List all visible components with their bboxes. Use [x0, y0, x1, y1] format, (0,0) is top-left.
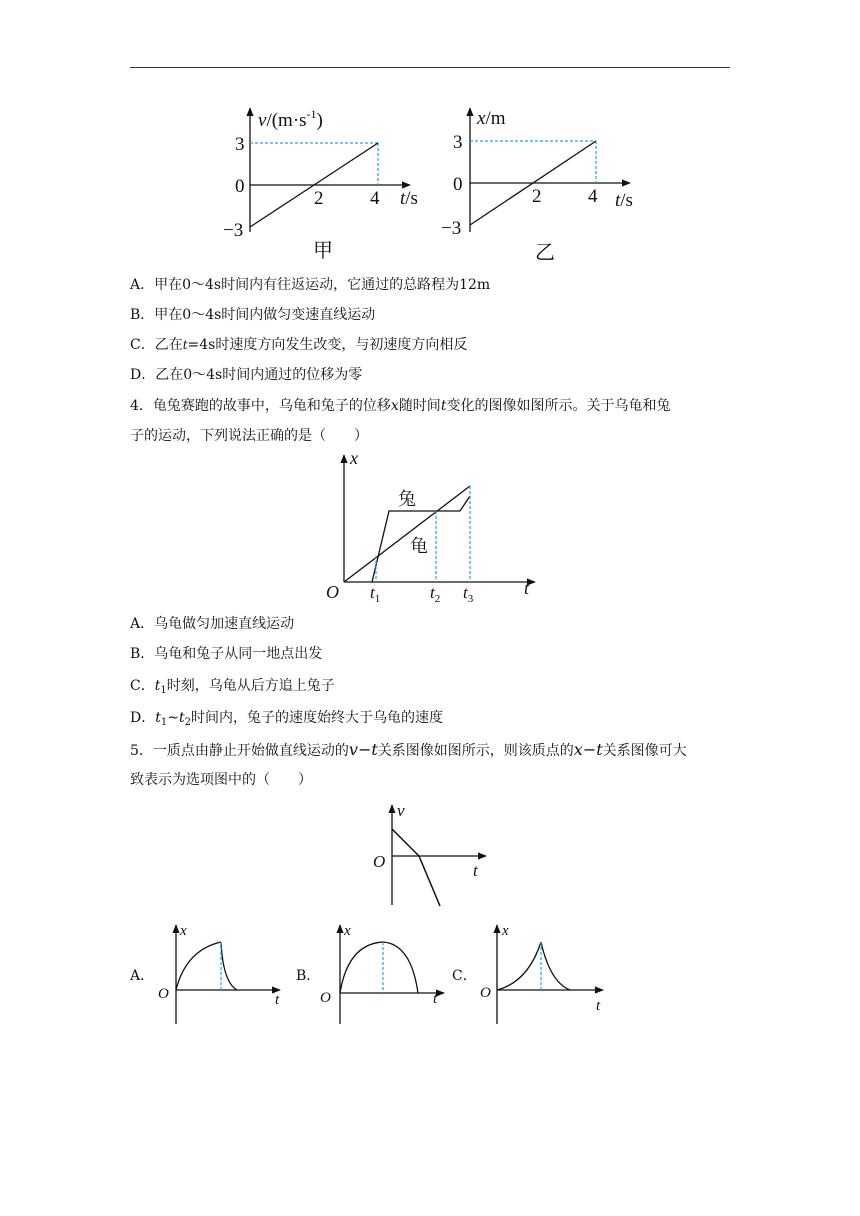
jia-caption: 甲: [313, 240, 333, 262]
q5-vt-origin: O: [373, 852, 386, 871]
q4-figure: [320, 450, 550, 605]
q4-rabbit-label: 兔: [398, 489, 416, 509]
jia-xtick-4: 4: [370, 188, 380, 209]
q4-turtle-label: 龟: [410, 536, 428, 556]
yi-xtick-4: 4: [588, 186, 598, 207]
q5-option-a-graph: [155, 920, 295, 1025]
q5-stem-line1: 5．一质点由静止开始做直线运动的v−t关系图像如图所示，则该质点的x−t关系图像可大: [130, 740, 687, 759]
jia-xtick-2: 2: [314, 188, 324, 209]
q3-figure-yi: [435, 100, 655, 265]
q4-stem-line2: 子的运动，下列说法正确的是（ ）: [130, 428, 368, 444]
yi-xtick-2: 2: [532, 186, 542, 207]
q3-option-a: A．甲在0～4s时间内有往返运动，它通过的总路程为12m: [130, 277, 491, 293]
yi-ytick-neg3: −3: [441, 218, 462, 239]
q5b-origin: O: [320, 990, 331, 1006]
q5b-ylabel: x: [344, 923, 351, 939]
q5-vt-xlabel: t: [473, 861, 478, 880]
q3-option-d: D．乙在0～4s时间内通过的位移为零: [130, 367, 363, 383]
q5-stem-line2: 致表示为选项图中的（ ）: [130, 772, 312, 788]
q4-stem-line1: 4．龟兔赛跑的故事中，乌龟和兔子的位移x随时间t变化的图像如图所示。关于乌龟和兔: [130, 398, 671, 414]
q4-option-a: A．乌龟做匀加速直线运动: [130, 616, 295, 632]
q5-vt-figure: [368, 800, 498, 910]
jia-ytick-3: 3: [235, 134, 245, 155]
q5a-ylabel: x: [180, 923, 187, 939]
q4-option-c: C．$t_1$时刻，乌龟从后方追上兔子: [130, 678, 335, 696]
q4-xlabel: t: [524, 578, 530, 598]
jia-xlabel: t/s: [400, 188, 418, 209]
jia-ytick-neg3: −3: [223, 220, 244, 241]
q3-option-c: C．乙在t=4s时速度方向发生改变，与初速度方向相反: [130, 337, 468, 353]
q4-ylabel: x: [350, 448, 358, 468]
q4-origin: O: [326, 582, 339, 602]
q3-figure-jia: [215, 100, 435, 265]
q5b-xlabel: t: [433, 991, 438, 1007]
yi-ytick-3: 3: [453, 132, 463, 153]
header-rule: [130, 67, 730, 68]
q5-option-c-label: C．: [452, 968, 477, 984]
jia-ylabel: $v/(m\cdot s^{-1})$: [258, 107, 323, 131]
jia-ytick-0: 0: [235, 176, 245, 197]
q4-t2: $t_2$: [430, 583, 441, 605]
q5-option-b-graph: [320, 920, 450, 1025]
q5-option-b-label: B．: [296, 968, 321, 984]
q5-vt-ylabel: v: [397, 801, 405, 820]
q5-option-c-graph: [478, 920, 613, 1025]
q4-t3: $t_3$: [463, 583, 474, 605]
yi-caption: 乙: [535, 242, 555, 264]
q5a-origin: O: [158, 986, 169, 1002]
yi-xlabel: t/s: [615, 190, 633, 211]
q4-option-b: B．乌龟和兔子从同一地点出发: [130, 646, 323, 662]
yi-ytick-0: 0: [453, 174, 463, 195]
q5a-xlabel: t: [275, 992, 280, 1008]
q3-option-b: B．甲在0～4s时间内做匀变速直线运动: [130, 307, 376, 323]
yi-ylabel: x/m: [477, 108, 506, 129]
q4-option-d: D．$t_1\sim t_2$时间内，兔子的速度始终大于乌龟的速度: [130, 710, 443, 728]
q5c-xlabel: t: [596, 998, 601, 1014]
q4-t1: $t_1$: [370, 583, 381, 605]
q5-option-a-label: A．: [130, 968, 155, 984]
q5c-origin: O: [480, 985, 491, 1001]
q5c-ylabel: x: [502, 923, 509, 939]
